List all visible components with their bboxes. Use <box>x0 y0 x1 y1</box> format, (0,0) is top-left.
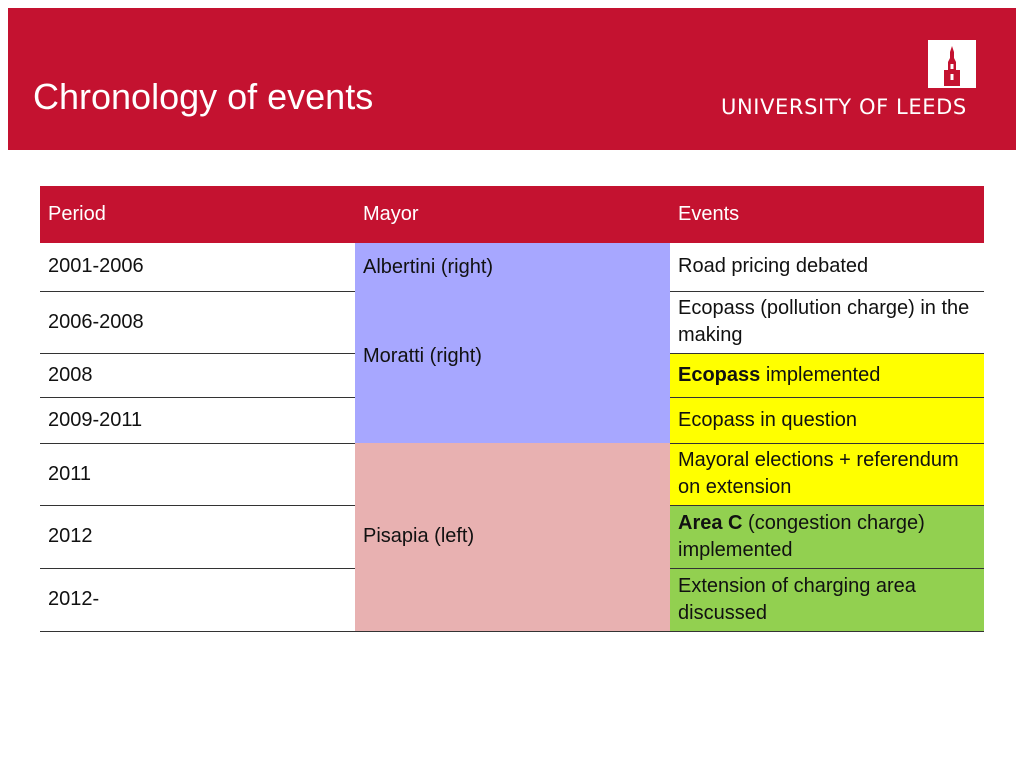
event-cell <box>670 568 984 631</box>
event-cell <box>670 243 984 291</box>
column-header-period: Period <box>40 186 355 243</box>
event-cell <box>670 505 984 568</box>
event-cell <box>670 443 984 505</box>
event-bold: Area C <box>678 511 743 534</box>
mayor-cell-moratti <box>355 291 670 443</box>
parkinson-tower-icon <box>928 40 976 88</box>
event-text: Ecopass in question <box>678 408 858 431</box>
event-bold: Ecopass <box>678 363 761 386</box>
event-text: Ecopass (pollution charge) in the making <box>678 297 970 346</box>
table-row <box>40 443 984 505</box>
period-cell: 2006-2008 <box>40 291 355 353</box>
mayor-label: Moratti (right) <box>363 344 482 367</box>
event-cell <box>670 397 984 443</box>
chronology-table <box>40 186 984 632</box>
period-cell: 2008 <box>40 353 355 397</box>
column-header-events: Events <box>670 186 984 243</box>
event-cell <box>670 291 984 353</box>
event-text: Extension of charging area discussed <box>678 574 916 624</box>
event-text: Road pricing debated <box>678 255 869 278</box>
table-row <box>40 243 984 291</box>
period-cell: 2009-2011 <box>40 397 355 443</box>
university-logo-text: UNIVERSITY OF LEEDS <box>721 95 967 119</box>
event-text: Mayoral elections + referendum on extension <box>678 449 959 498</box>
period-cell: 2011 <box>40 443 355 505</box>
period-cell: 2001-2006 <box>40 243 355 291</box>
table-row <box>40 291 984 353</box>
column-header-mayor: Mayor <box>355 186 670 243</box>
event-text: implemented <box>760 363 881 386</box>
slide-title: Chronology of events <box>33 76 374 117</box>
event-text: (congestion charge) implemented <box>678 511 925 561</box>
event-cell <box>670 353 984 397</box>
period-cell: 2012 <box>40 505 355 568</box>
mayor-cell-albertini: Albertini (right) <box>355 243 670 291</box>
mayor-cell-pisapia: Pisapia (left) <box>355 443 670 631</box>
period-cell: 2012- <box>40 568 355 631</box>
